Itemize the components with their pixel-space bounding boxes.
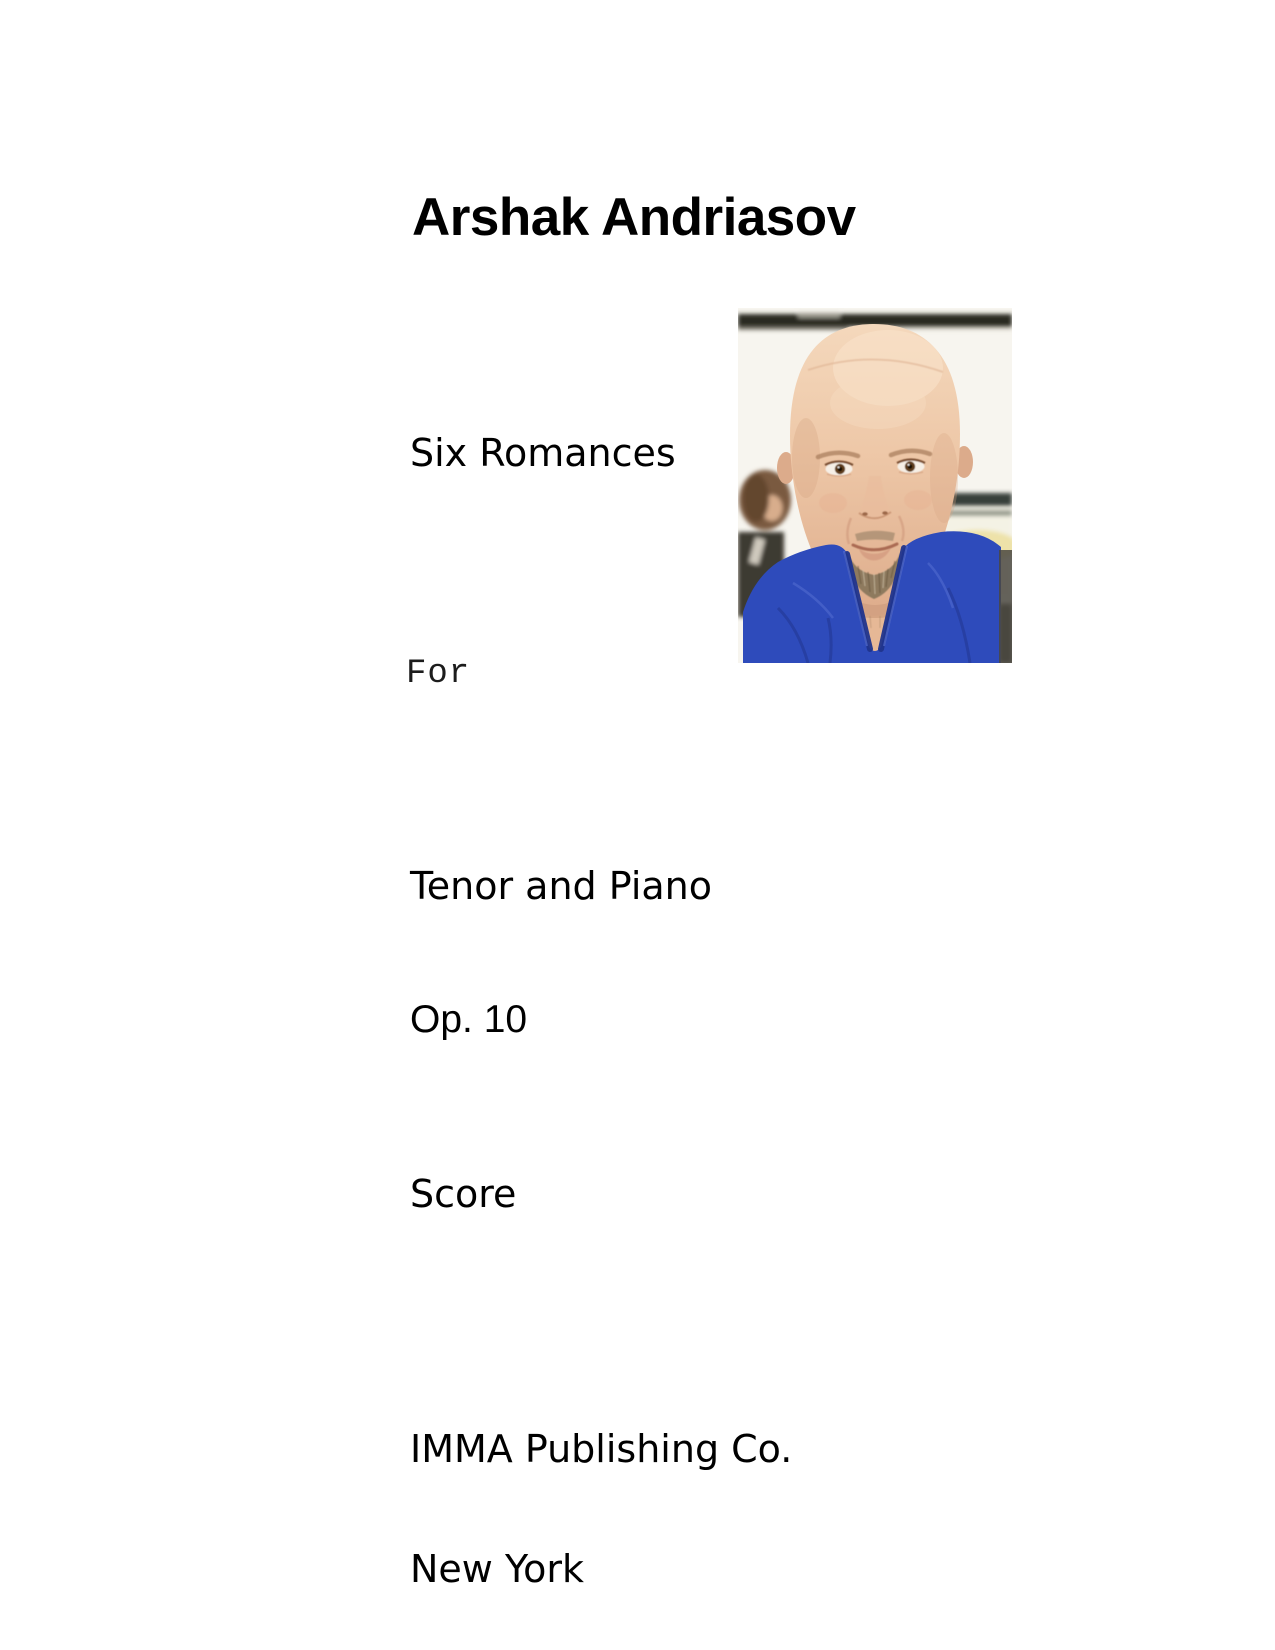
publisher-block xyxy=(410,1349,792,1650)
composer-photo xyxy=(738,308,1012,663)
work-title: Six Romances xyxy=(410,431,676,475)
score-label: Score xyxy=(410,1172,517,1216)
opus-number: Op. 10 xyxy=(410,998,528,1041)
composer-name: Arshak Andriasov xyxy=(412,187,856,247)
publisher-name: IMMA Publishing Co. xyxy=(410,1427,793,1471)
publisher-city: New York xyxy=(410,1547,585,1591)
instrumentation: Tenor and Piano xyxy=(410,864,712,908)
for-label: For xyxy=(406,655,471,693)
